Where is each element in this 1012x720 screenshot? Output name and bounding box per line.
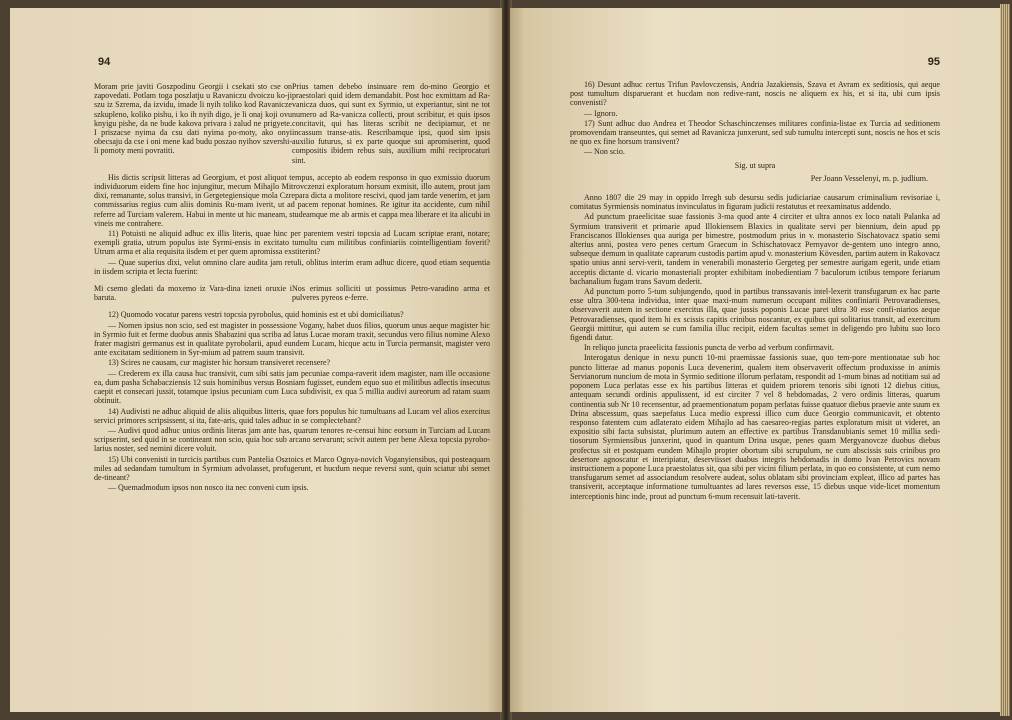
paragraph: Ad punctum praeelicitae suae fassionis 3-ma quod ante 4 circiter et ultra annos ex loco natali Palanka ad Syrmium transiverit et primarie apud Illokiensem Blaxics in qualitate servi per biennium, dein apud pp Franciscanos Illokienses qua auriga per bimestre, postmodum prius in v. monasterio Sischatovacz spatio semi alterius anni, postea vero penes certum Graecum in Schischatovacz Pernyavor de-gentem uno integro anno, subseque demum in qualitate caprarum custodis partim apud v. monasterium Kövesden, partim autem in Rakovacz spatio unius anni servi-verit, tandem in venerabili monasterio Gergeteg per semestre aurigam egerit, unde etiam acceptis dictante d. vicario monasteriali propter exhibitam inobedientiam 7 baculorum ictibus tempore feriarum bachanalium fugam trans Savum dederit.	[570, 212, 940, 286]
answer: — Non scio.	[584, 147, 625, 157]
paragraph: Anno 1807 die 29 may in oppido Irregh sub desursu sedis judiciariae causarum criminalium revisoriae i, comitatus Syrmiensis nominatus invinculatus in figuram judicii restatutus et reexaminatus addendo.	[570, 193, 940, 212]
paragraph: His dictis scripsit litteras ad Georgium, et post aliquot tempus, accepto ab eodem responso in quo exmissio duorum individuorum eidem fine hoc injungitur, mecum Mihajlo Mitrovczenzi exploratum horsum exmisit, illo autem, prout jam dixi, remanante, solus transivi, in Gergetegiensique mola Czrepara dicta a molitore rescivi, quod jam tarde venerim, et jam commissarius regius cum aliis dominis Ru-mam iverit, ut ad pacem reponat homines. Re igitur ita accidente, cum nihil referre ad Turciam valerem. Habui in mente ut hic maneam, studeamque me ab armis et cappa mea liberare et ita alicubi in vineis me contrahere.	[94, 172, 490, 228]
signature-line: Sig. ut supra	[734, 160, 776, 170]
question-12: 12) Quomodo vocatur parens vestri topcsia pyrobolus, quid hominis est et ubi domiciliatus?	[108, 310, 404, 320]
bilingual-columns	[94, 82, 490, 165]
answer: — Ignoro.	[584, 108, 618, 118]
signature-name: Per Joann Vesselenyi, m. p. judlium.	[810, 173, 928, 183]
page-number: 95	[927, 56, 940, 68]
page-number: 94	[98, 56, 111, 68]
paragraph: Interogatus denique in nexu puncti 10-mi praemissae fassionis suae, quo tem-pore mentionatae sub hoc puncto litterae ad manus poponis Luca devenerint, qualem item observaverit offectum produxisse in animis Servianorum nuncium de mota in Syrmio seditione illorum perlatam, respondit ad 1-mum binas ad notitiam sui ad poponem Luca perlatas esse ex his partibus litteras et quidem priorem tenoris sibi ignoti 12 diebus citius, antequam secundi ordinis appulissent, id est circiter 7 vel 8 hebdomadas, 2 vero ordinis litteras, quarum continentia sub Nr 10 recensentur, ad praementionatum popam perlatas fuisse quatuor diebus praevie ante suum ex Drina abscessum, quas saepefatus Luca medio expressi illico cum duce Georgio communicavit, et obtento responso fatentem cum adlaterato eidem Mihajlo ad has caesareo-regias partes exploratum misit ut videret, an expositio sibi facta subsistat, plurimum autem an effective ex partibus Transdanubianis semet 10 millia sedi-tiosorum Syrmiensibus junxerint, quod in quantum Drina usque, penes quam Mergyanovcze duobus diebus profectus sit et postquam eundem Mihajlo propter obortum sibi scrupulum, ne cum abscissis suis crinibus pro desertore agnoscatur et interipiatur, deserviisset duabus integris hebdomadis in domo Ivan Petrovics novam instructionem a popone Luca praestolatus sit, qua sibi per vicini filium perlata, in quo eo consistente, ut cum nemo transfugarum semet ad associandum resolvere audeat, solus oblatam sibi provinciam expleat, illico ad partes has transiverit, acceptaque informatione tumultuantes ad lares reversos esse, 15 diebus usque vide-licet momentum interceptionis hinc inde, prout ad punctum 6-mum recensuit lati-taverit.	[570, 353, 940, 501]
left-page	[10, 8, 502, 712]
answer: — Crederem ex illa causa huc transivit, cum sibi satis jam pecuniae compa-raverit idem magister, nam ille occasione ea, dum pasha Schabacziensis 12 suis hominibus versus Bosniam fugisset, eundem equo suo et militibus adlectis insecutus caepit et consecari jussit, totamque ipsius pecuniam cum Luca subdivisit, ex qua 5 millia audivi aureorum ad ratam suam obtinuit.	[94, 368, 490, 406]
question-14: 14) Audivisti ne adhuc aliquid de aliis aliquibus litteris, quae fors populus hic tumultuans ad Lucam vel alios exercitus servici primores scripsissent, si ita, fate-aris, quid tales adhuc in se complectebant?	[94, 406, 490, 425]
serbian-column: Moram prie javiti Goszpodinu Georgii i csekati sto cse on zapovedati. Potlam toga poszlatju u Ravaniczu dvoiczu ko-ji szu iz Szrema, da izvidu, imade li nyih toliko kod Ravanicze szkupleno, koliko pishu, i ko ih nyih digo, je li onaj koji ovu knyigu pishe, da ne bude kakova privara i zalud ne prigyete. I priszacse nyima da csu dati nyima po-moty, ako onyi obecsaju da cse i oni mene kad budu poszao nyihov szvershi-li pomoty meni povratiti.	[94, 82, 292, 156]
answer: — Quemadmodum ipsos non nosco ita nec conveni cum ipsis.	[108, 483, 309, 493]
answer: — Quae superius dixi, velut omnino clare audita jam retuli, oblitus interim eram adhuc dicere, quod etiam sequentia in iisdem scripta et lecta fuerint:	[94, 257, 490, 276]
verse-latin: Nos erimus solliciti ut possimus Petro-varadino arma et pulveres pyreos e-ferre.	[292, 284, 490, 303]
question-15: 15) Ubi convenisti in turcicis partibus cum Pantelia Osztoics et Marco Ognya-novich Voganyiensibus, qui posteaquam miles ad sedandam tumultum in Syrmium advolasset, profugerunt, et hucdum neque reversi sunt, quin sciatur ubi semet de-tineant?	[94, 454, 490, 482]
answer: — Nomen ipsius non scio, sed est magister in possessione Vogany, habet duos filios, quorum unus aeque magister hic in Syrmio fuit et ferme duobus annis Shabazini qua scriba ad latus Lucae moram traxit, secundus vero filius nomine Alexo frater magistri germanus est in qualitate pyrobolarii, apud eundem Lucam, hicque actu in Turcia permansit, magister vero ante excitatam seditionem in Syr-mium ad patrem suum transivit.	[94, 320, 490, 358]
page-edges	[1000, 4, 1010, 716]
answer: — Audivi quod adhuc unius ordinis literas jam ante has, quarum tenores re-censui hinc eorsum in Turciam ad Lucam scripserint, sed quid in se contineant non scio, quia hoc sub arcano servarunt; scivit autem per bene Alexa topcsia pyrobo-larius noster, sed nemini dicere voluit.	[94, 425, 490, 454]
question-13: 13) Scires ne causam, cur magister hic horsum transiveret recensere?	[108, 358, 331, 368]
latin-column: Prius tamen debebo insinuare rem do-mino Georgio et praestolari quid idem demandabit. Post hoc exmittam ad Ra-vanicza duos, qui sunt ex Syrmio, ut experiantur, sint ne tot numero ad Ra-vanicza collecti, prout scribitur, et quis ipsos concitavit, qui has literas scribit ne decipiamur, et ne incassum transe-atis. Rescribamque ipsi, quod sim ipsis auxilio futurus, si ex parte quoque sui apromiserint, quod compositis ibidem rebus suis, auxilium mihi reciprocaturi sint.	[292, 82, 490, 165]
question-17: 17) Sunt adhuc duo Andrea et Theodor Schaschinczenses militares confinia-listae ex Turcia ad seditionem promovendam transeuntes, qui semet ad Ravanicza junxerunt, sed sub tumultu intercepti sunt, noscis ne hos et scis ne quo ex fine horsum transivent?	[570, 118, 940, 147]
question-16: 16) Desunt adhuc certus Trifun Pavlovczensis, Andria Jazakiensis, Szava et Avram ex seditiosis, qui aeque post tumultum disparuerant et hucdam non redive-rant, noscis ne aliquem ex his, et si ita, ubi cum ipsis convenisti?	[570, 80, 940, 108]
paragraph: In reliquo juncta praeelicita fassionis puncta de verbo ad verbum confirmavit.	[584, 343, 835, 353]
paragraph: Ad punctum porro 5-tum subjungendo, quod in partibus transsavanis intel-lexerit transfugarum ex hac parte esse ultra 300-tena individua, inter quae maxi-mum numerum occupant milites confiniarii Petrovaradienses, observaverit autem in sectione exercitus illa, quae jussis poponis Lucae paret ultra 30 esse confi-niarios aeque Petrovaradienses, quod item hi ex scissis capitis crinibus noscantur, ex quibus qui solitarius transit, ad exercitum Georgii mittitur, qui autem se cum familia illuc recipit, eidem facultas semet in deligendo pro lubitu suo loco figendi datur.	[570, 287, 940, 343]
quoted-verse	[94, 284, 490, 302]
right-page	[510, 8, 1000, 712]
verse-serbian: Mi csemo gledati da moxemo iz Vara-dina izneti oruxie i baruta.	[94, 284, 292, 303]
question-11: 11) Potuisti ne aliquid adhuc ex illis literis, quae hinc per parentem vestri topcsia ad Lucam scriptae erant, notare; exempli gratia, utrum populus iste Syrmi-ensis in excitato tumultu cum militibus confiniariis cointelligentiam foverit? Utrum arma et alia requisita iisdem et per quem apromissa exstiterint?	[94, 229, 490, 257]
